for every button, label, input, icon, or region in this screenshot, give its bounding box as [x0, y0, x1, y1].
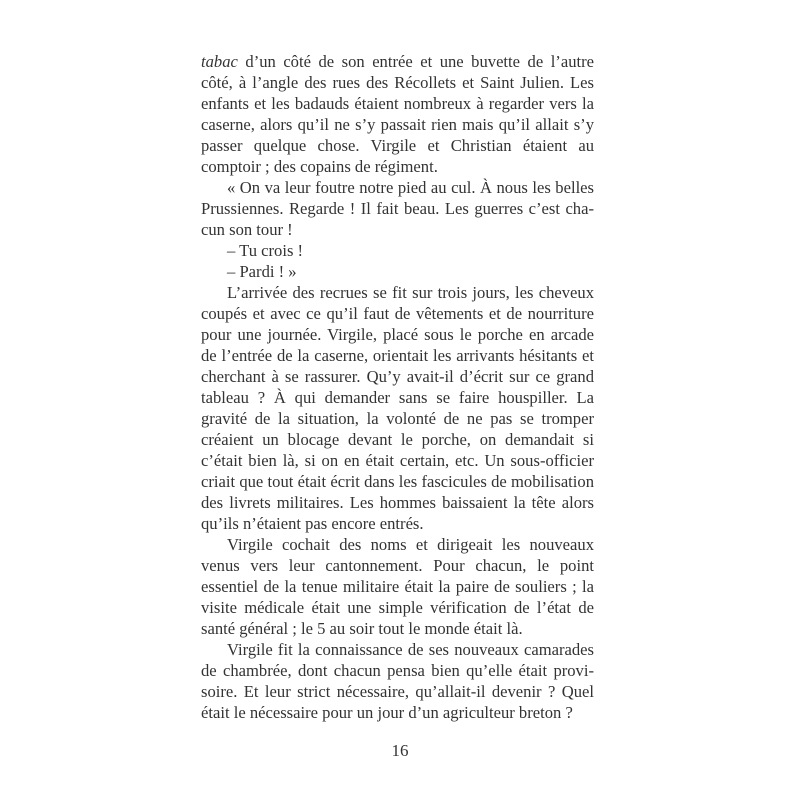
paragraph-virgile-cochait: Virgile cochait des noms et dirigeait les nouveaux venus vers leur cantonnement. Pour chacun, le point essentiel de la tenue militaire était la paire de souliers ; la visite médicale était une simple vérification de l’état de santé général ; le 5 au soir tout le monde était là. [201, 535, 594, 638]
dialogue-reply-2: – Pardi ! » [227, 262, 297, 281]
dialogue-reply-1: – Tu crois ! [227, 241, 304, 260]
paragraph-continued-text: d’un côté de son entrée et une buvette de l’autre côté, à l’angle des rues des Récollets et Saint Julien. Les enfants et les badauds étaient nombreux à regarder vers la caserne, alors qu’il ne s’y passait rien mais qu’il allait s’y passer quelque chose. Virgile et Christian étaient au comptoir ; des copains de régiment. [201, 52, 594, 176]
page-number: 16 [391, 741, 409, 760]
italic-word-tabac: tabac [201, 52, 238, 71]
paragraph-arrivee-recrues: L’arrivée des recrues se fit sur trois jours, les cheveux coupés et avec ce qu’il faut de vêtements et de nourriture pour une journée. Virgile, placé sous le porche en arcade de l’entrée de la caserne, orientait les arrivants hésitants et cherchant à se rassurer. Qu’y avait-il d’écrit sur ce grand tableau ? À qui demander sans se faire houspiller. La gravité de la situation, la volonté de ne pas se tromper créaient un blocage devant le porche, on demandait si c’était bien là, si on en était certain, etc. Un sous-officier criait que tout était écrit dans les fascicules de mobilisation des livrets militaires. Les hommes baissaient la tête alors qu’ils n’étaient pas encore entrés. [201, 283, 594, 533]
dialogue-opening: « On va leur foutre notre pied au cul. À nous les belles Prussiennes. Regarde ! Il fait beau. Les guerres c’est chacun son tour ! [201, 178, 594, 239]
paragraph-virgile-connaissance: Virgile fit la connaissance de ses nouveaux camarades de chambrée, dont chacun pensa bien qu’elle était provisoire. Et leur strict nécessaire, qu’allait-il devenir ? Quel était le nécessaire pour un jour d’un agriculteur breton ? [201, 640, 594, 722]
text-block [201, 51, 594, 723]
paragraph-continued [201, 51, 594, 177]
